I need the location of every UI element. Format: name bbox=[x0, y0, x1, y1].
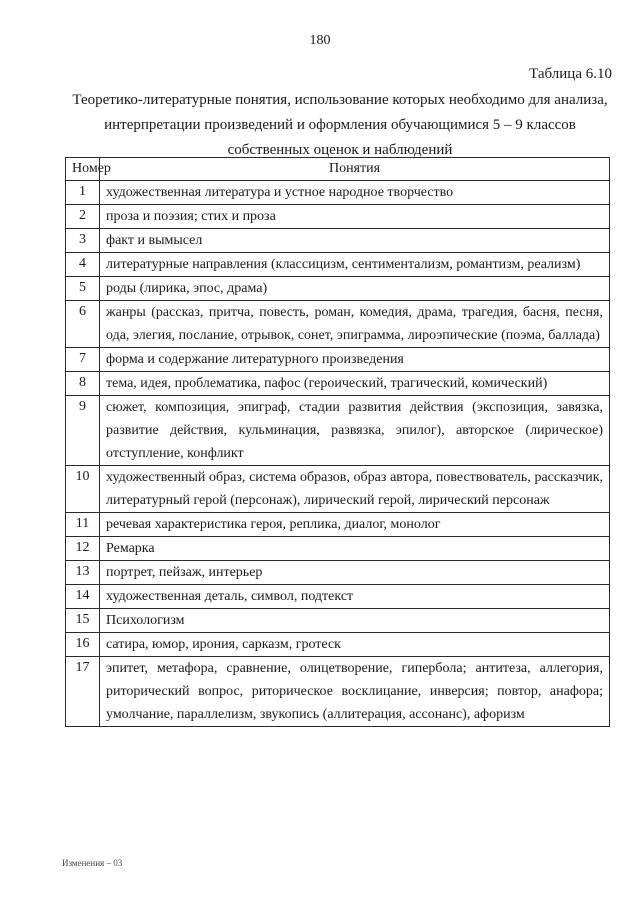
row-concepts: проза и поэзия; стих и проза bbox=[100, 205, 610, 229]
table-row bbox=[66, 513, 610, 537]
row-concepts: Психологизм bbox=[100, 609, 610, 633]
table-row bbox=[66, 301, 610, 348]
table-row bbox=[66, 537, 610, 561]
row-number: 16 bbox=[66, 633, 100, 657]
table-row bbox=[66, 657, 610, 727]
table-row bbox=[66, 205, 610, 229]
table-title-line: интерпретации произведений и оформления обучающимися 5 – 9 классов bbox=[104, 117, 576, 133]
row-concepts: сюжет, композиция, эпиграф, стадии развития действия (экспозиция, завязка, развитие действия, кульминация, развязка, эпилог), авторское (лирическое) отступление, конфликт bbox=[100, 396, 610, 466]
footer-note: Изменения – 03 bbox=[62, 858, 123, 868]
row-concepts: факт и вымысел bbox=[100, 229, 610, 253]
row-number: 9 bbox=[66, 396, 100, 466]
row-number: 8 bbox=[66, 372, 100, 396]
row-number: 17 bbox=[66, 657, 100, 727]
table-title bbox=[60, 88, 620, 163]
row-number: 6 bbox=[66, 301, 100, 348]
row-number: 1 bbox=[66, 181, 100, 205]
table-row bbox=[66, 585, 610, 609]
row-number: 5 bbox=[66, 277, 100, 301]
row-concepts: портрет, пейзаж, интерьер bbox=[100, 561, 610, 585]
table-row bbox=[66, 229, 610, 253]
table-row bbox=[66, 181, 610, 205]
concepts-table bbox=[65, 157, 610, 727]
row-number: 11 bbox=[66, 513, 100, 537]
row-number: 3 bbox=[66, 229, 100, 253]
table-row bbox=[66, 466, 610, 513]
row-concepts: форма и содержание литературного произведения bbox=[100, 348, 610, 372]
table-title-line: Теоретико-литературные понятия, использование которых необходимо для анализа, bbox=[72, 92, 608, 108]
table-row bbox=[66, 277, 610, 301]
row-concepts: роды (лирика, эпос, драма) bbox=[100, 277, 610, 301]
row-number: 12 bbox=[66, 537, 100, 561]
table-row bbox=[66, 396, 610, 466]
row-concepts: эпитет, метафора, сравнение, олицетворение, гипербола; антитеза, аллегория, риторический вопрос, риторическое восклицание, инверсия; повтор, анафора; умолчание, параллелизм, звукопись (аллитерация, ассонанс), афоризм bbox=[100, 657, 610, 727]
row-number: 13 bbox=[66, 561, 100, 585]
row-number: 14 bbox=[66, 585, 100, 609]
row-number: 4 bbox=[66, 253, 100, 277]
table-row bbox=[66, 348, 610, 372]
header-concepts: Понятия bbox=[100, 158, 610, 181]
page-number: 180 bbox=[309, 33, 331, 48]
row-number: 10 bbox=[66, 466, 100, 513]
row-number: 15 bbox=[66, 609, 100, 633]
table-row bbox=[66, 609, 610, 633]
row-number: 7 bbox=[66, 348, 100, 372]
row-concepts: сатира, юмор, ирония, сарказм, гротеск bbox=[100, 633, 610, 657]
header-number: Номер bbox=[66, 158, 100, 181]
row-concepts: Ремарка bbox=[100, 537, 610, 561]
row-number: 2 bbox=[66, 205, 100, 229]
table-header-row bbox=[66, 158, 610, 181]
table-row bbox=[66, 633, 610, 657]
table-row bbox=[66, 372, 610, 396]
table-caption: Таблица 6.10 bbox=[529, 66, 612, 82]
row-concepts: литературные направления (классицизм, сентиментализм, романтизм, реализм) bbox=[100, 253, 610, 277]
row-concepts: художественная деталь, символ, подтекст bbox=[100, 585, 610, 609]
row-concepts: художественный образ, система образов, образ автора, повествователь, рассказчик, литературный герой (персонаж), лирический герой, лирический персонаж bbox=[100, 466, 610, 513]
table-row bbox=[66, 561, 610, 585]
row-concepts: тема, идея, проблематика, пафос (героический, трагический, комический) bbox=[100, 372, 610, 396]
row-concepts: художественная литература и устное народное творчество bbox=[100, 181, 610, 205]
row-concepts: жанры (рассказ, притча, повесть, роман, комедия, драма, трагедия, басня, песня, ода, элегия, послание, отрывок, сонет, эпиграмма, лироэпические (поэма, баллада) bbox=[100, 301, 610, 348]
table-row bbox=[66, 253, 610, 277]
table-title-line: собственных оценок и наблюдений bbox=[227, 142, 453, 158]
row-concepts: речевая характеристика героя, реплика, диалог, монолог bbox=[100, 513, 610, 537]
